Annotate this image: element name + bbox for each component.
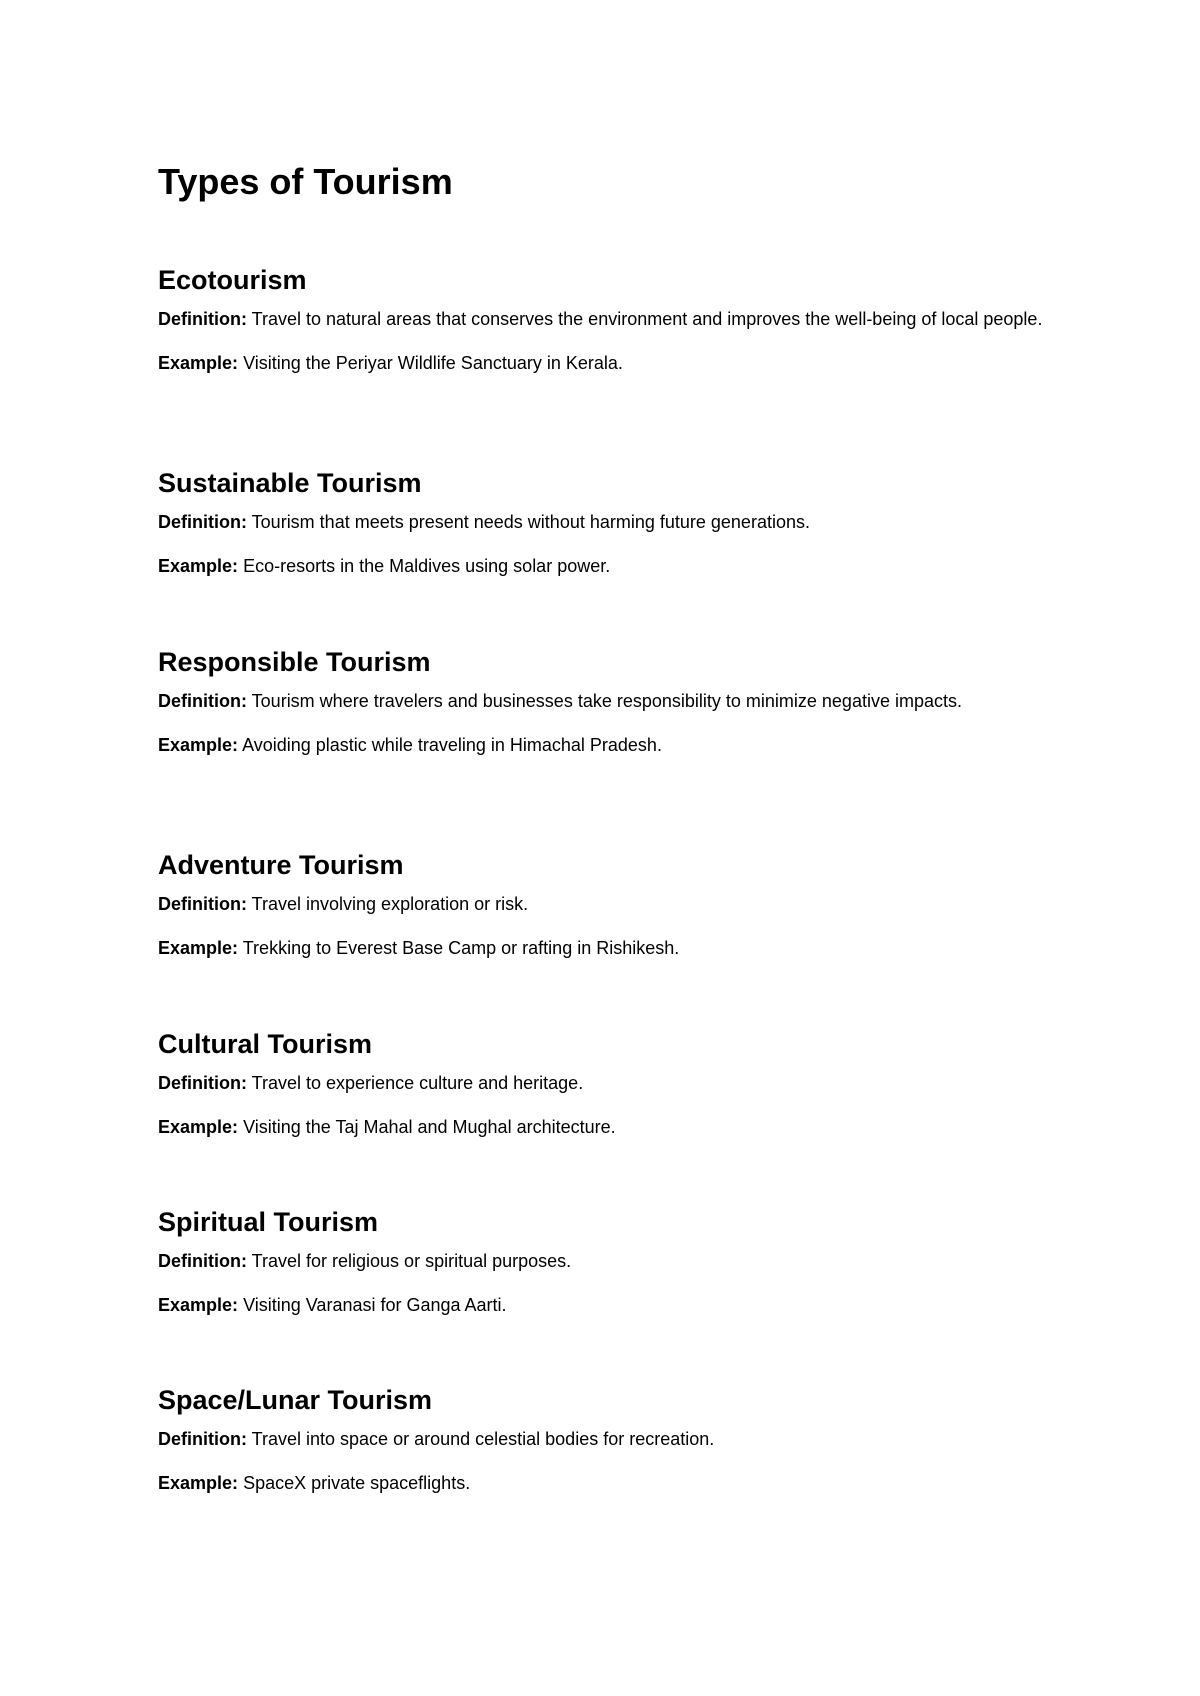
definition-paragraph <box>158 1249 1058 1273</box>
definition-text: Travel for religious or spiritual purposes. <box>251 1251 572 1271</box>
section-heading: Ecotourism <box>158 265 307 295</box>
example-paragraph <box>158 733 1058 757</box>
example-text: Trekking to Everest Base Camp or rafting in Rishikesh. <box>242 938 680 958</box>
example-paragraph <box>158 1115 1058 1139</box>
definition-paragraph <box>158 510 1058 534</box>
section-heading: Spiritual Tourism <box>158 1207 379 1237</box>
definition-text: Travel to natural areas that conserves the environment and improves the well-being of local people. <box>251 309 1043 329</box>
example-label: Example: <box>158 1473 239 1493</box>
example-text: SpaceX private spaceflights. <box>243 1473 471 1493</box>
section-heading: Cultural Tourism <box>158 1029 373 1059</box>
definition-text: Tourism where travelers and businesses take responsibility to minimize negative impacts. <box>251 691 962 711</box>
definition-label: Definition: <box>158 691 247 711</box>
section-adventure-tourism <box>158 849 1058 960</box>
example-text: Visiting the Periyar Wildlife Sanctuary in Kerala. <box>243 353 623 373</box>
example-label: Example: <box>158 353 239 373</box>
section-spiritual-tourism <box>158 1206 1058 1317</box>
example-text: Avoiding plastic while traveling in Himachal Pradesh. <box>242 735 662 755</box>
section-heading: Space/Lunar Tourism <box>158 1385 433 1415</box>
definition-text: Travel involving exploration or risk. <box>251 894 529 914</box>
definition-paragraph <box>158 307 1058 331</box>
definition-label: Definition: <box>158 309 247 329</box>
definition-label: Definition: <box>158 894 247 914</box>
example-text: Eco-resorts in the Maldives using solar power. <box>243 556 611 576</box>
example-label: Example: <box>158 556 239 576</box>
example-label: Example: <box>158 735 239 755</box>
example-paragraph <box>158 351 1058 375</box>
example-paragraph <box>158 936 1058 960</box>
example-text: Visiting Varanasi for Ganga Aarti. <box>243 1295 507 1315</box>
section-heading: Sustainable Tourism <box>158 468 422 498</box>
definition-label: Definition: <box>158 1251 247 1271</box>
example-label: Example: <box>158 938 239 958</box>
section-heading: Responsible Tourism <box>158 647 431 677</box>
section-responsible-tourism <box>158 646 1058 757</box>
example-paragraph <box>158 1293 1058 1317</box>
section-cultural-tourism <box>158 1028 1058 1139</box>
definition-label: Definition: <box>158 512 247 532</box>
definition-label: Definition: <box>158 1073 247 1093</box>
example-paragraph <box>158 554 1058 578</box>
example-paragraph <box>158 1471 1058 1495</box>
page-title: Types of Tourism <box>158 161 453 202</box>
definition-text: Travel to experience culture and heritage. <box>251 1073 584 1093</box>
example-text: Visiting the Taj Mahal and Mughal architecture. <box>243 1117 616 1137</box>
definition-text: Travel into space or around celestial bodies for recreation. <box>251 1429 715 1449</box>
section-heading: Adventure Tourism <box>158 850 404 880</box>
definition-paragraph <box>158 1427 1058 1451</box>
section-ecotourism <box>158 264 1058 375</box>
example-label: Example: <box>158 1117 239 1137</box>
definition-paragraph <box>158 689 1058 713</box>
example-label: Example: <box>158 1295 239 1315</box>
section-space-lunar-tourism <box>158 1384 1058 1495</box>
section-sustainable-tourism <box>158 467 1058 578</box>
definition-label: Definition: <box>158 1429 247 1449</box>
definition-paragraph <box>158 892 1058 916</box>
definition-paragraph <box>158 1071 1058 1095</box>
definition-text: Tourism that meets present needs without harming future generations. <box>251 512 810 532</box>
